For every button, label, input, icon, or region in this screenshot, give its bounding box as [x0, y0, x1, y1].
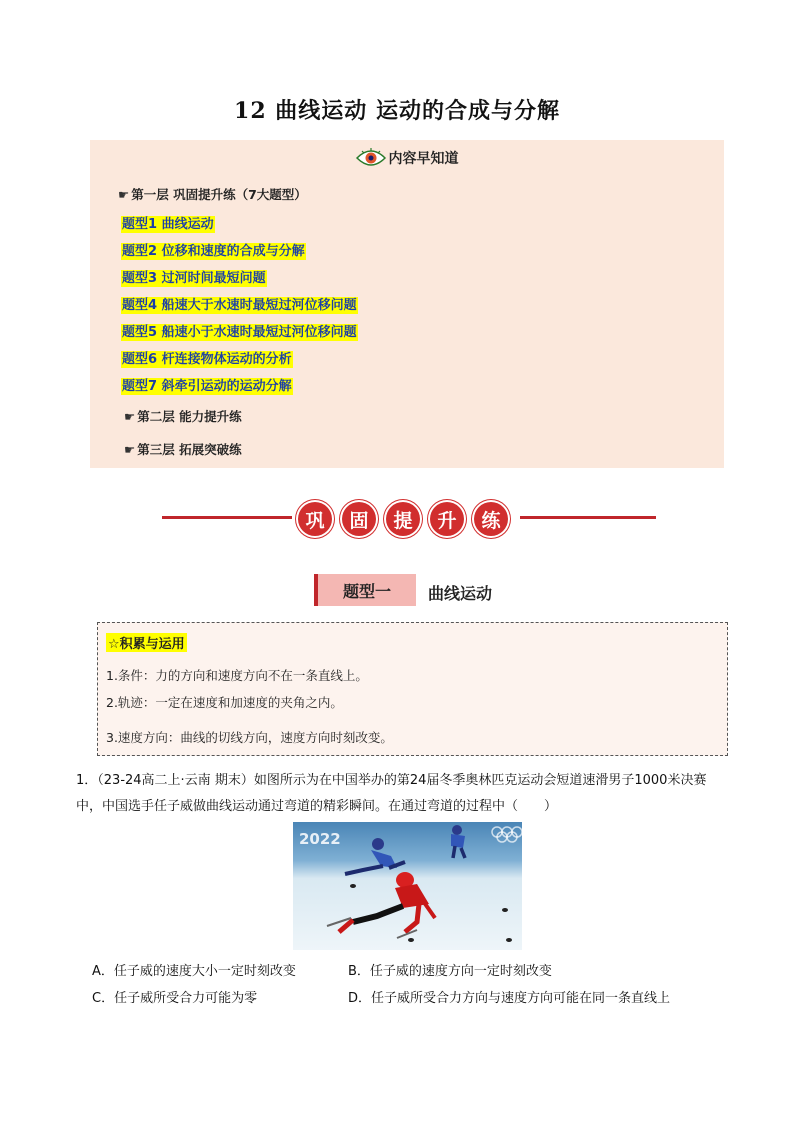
- pointing-hand-icon: ☛: [124, 442, 136, 457]
- section-banner: [298, 502, 508, 536]
- main-skater: [327, 872, 435, 938]
- toc-header: [90, 148, 724, 168]
- knowledge-line-3: 3.速度方向：曲线的切线方向，速度方向时刻改变。: [106, 730, 393, 745]
- banner-char: 巩: [298, 502, 332, 536]
- star-icon: ☆: [108, 637, 120, 652]
- knowledge-title-text: 积累与运用: [119, 637, 185, 652]
- pointing-hand-icon: ☛: [118, 187, 130, 202]
- toc-header-text: 内容早知道: [388, 151, 459, 167]
- toc-item-7[interactable]: 题型7 斜牵引运动的运动分解: [122, 379, 292, 394]
- banner-char: 固: [342, 502, 376, 536]
- toc-layer-3-label: 第三层 拓展突破练: [137, 442, 242, 457]
- banner-line-right: [520, 516, 656, 519]
- option-b[interactable]: B．任子威的速度方向一定时刻改变: [348, 964, 552, 979]
- knowledge-line-1: 1.条件：力的方向和速度方向不在一条直线上。: [106, 668, 368, 683]
- toc-item-1[interactable]: 题型1 曲线运动: [122, 217, 214, 232]
- knowledge-box: [97, 622, 728, 756]
- background-skater: [345, 838, 405, 874]
- question-text: （23-24高二上·云南 期末）如图所示为在中国举办的第24届冬季奥林匹克运动会短道速滑男子1000米决赛中，中国选手任子威做曲线运动通过弯道的精彩瞬间。在通过弯道的过程中（ ）: [76, 773, 707, 814]
- banner-char: 提: [386, 502, 420, 536]
- toc-layer-1[interactable]: [118, 185, 307, 203]
- toc-item-4[interactable]: 题型4 船速大于水速时最短过河位移问题: [122, 298, 357, 313]
- page-title: 12 曲线运动 运动的合成与分解: [234, 98, 560, 124]
- section-name: 曲线运动: [428, 584, 493, 603]
- toc-layer-2[interactable]: [124, 407, 242, 425]
- toc-layer-1-label: 第一层 巩固提升练（7大题型）: [131, 187, 307, 202]
- knowledge-title: [106, 633, 187, 652]
- track-marker: [506, 938, 512, 942]
- question-1: [76, 768, 726, 820]
- section-tag: 题型一: [314, 574, 416, 606]
- track-marker: [502, 908, 508, 912]
- toc-layer-2-label: 第二层 能力提升练: [137, 409, 242, 424]
- pointing-hand-icon: ☛: [124, 409, 136, 424]
- toc-item-3[interactable]: 题型3 过河时间最短问题: [122, 271, 266, 286]
- speed-skating-photo: [293, 822, 522, 950]
- option-a[interactable]: A．任子威的速度大小一定时刻改变: [92, 964, 296, 979]
- knowledge-line-2: 2.轨迹：一定在速度和加速度的夹角之内。: [106, 695, 343, 710]
- photo-year-text: 2022: [299, 830, 341, 848]
- option-d[interactable]: D．任子威所受合力方向与速度方向可能在同一条直线上: [348, 991, 671, 1006]
- track-marker: [408, 938, 414, 942]
- question-number: 1．: [76, 773, 98, 788]
- toc-item-2[interactable]: 题型2 位移和速度的合成与分解: [122, 244, 305, 259]
- toc-layer-3[interactable]: [124, 440, 242, 458]
- banner-char: 升: [430, 502, 464, 536]
- banner-line-left: [162, 516, 292, 519]
- toc-box: [90, 140, 724, 468]
- background-skater: [451, 825, 465, 858]
- option-c[interactable]: C．任子威所受合力可能为零: [92, 991, 258, 1006]
- skater-illustration: [293, 822, 522, 950]
- track-marker: [350, 884, 356, 888]
- toc-item-5[interactable]: 题型5 船速小于水速时最短过河位移问题: [122, 325, 357, 340]
- toc-item-6[interactable]: 题型6 杆连接物体运动的分析: [122, 352, 292, 367]
- banner-char: 练: [474, 502, 508, 536]
- olympic-rings-icon: [492, 827, 522, 842]
- eye-icon: [356, 148, 386, 168]
